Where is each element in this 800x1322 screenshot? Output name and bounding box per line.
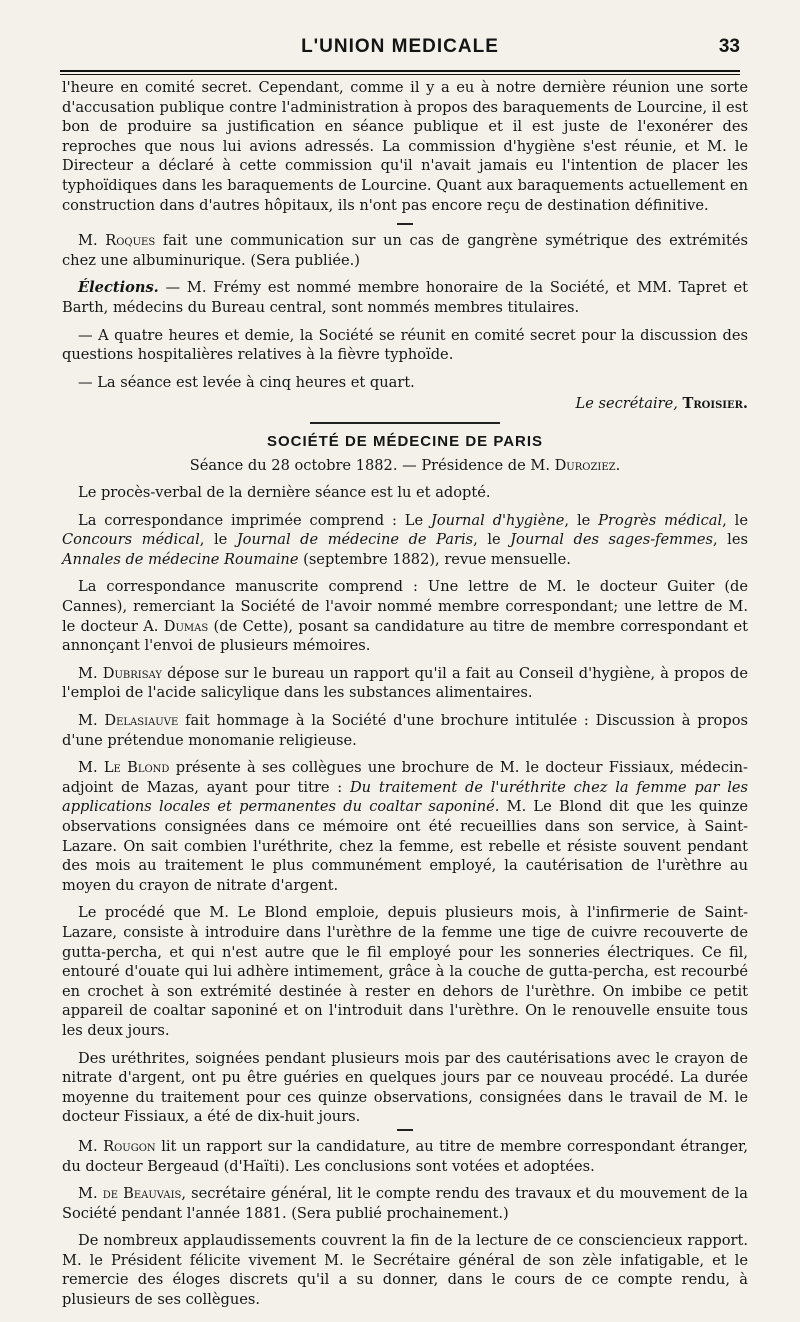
journal-name: Annales de médecine Roumaine — [62, 550, 299, 568]
page-number: 33 — [718, 36, 740, 57]
speaker-name: M. Delasiauve — [78, 712, 179, 730]
article-body — [62, 78, 748, 1318]
de-beauvais-paragraph — [62, 1184, 748, 1223]
speaker-name: M. Le Blond — [78, 759, 170, 777]
session-line — [62, 456, 748, 476]
applaudissements-paragraph: De nombreux applaudissements couvrent la fin de la lecture de ce consciencieux rapport. M. le Président félicite vivement M. le Secrétaire général de son zèle infatigable, et le remercie des éloges discrets qu'il a su donner, dans le cours de ce compte rendu, à plusieurs de ses collègues. — [62, 1232, 748, 1309]
le-blond-paragraph — [62, 758, 748, 895]
section-separator — [310, 422, 500, 424]
paragraph-text: , secrétaire général, lit le compte rendu des travaux et du mouvement de la Société pendant l'année 1881. (Sera publié prochainement.) — [62, 1185, 748, 1222]
signature-name: Troisier. — [682, 395, 748, 413]
speaker-name: M. de Beauvais — [78, 1185, 182, 1203]
journal-name: Journal de médecine de Paris — [236, 531, 474, 549]
paragraph-text: , le — [473, 531, 511, 549]
signature-role: Le secrétaire, — [575, 395, 678, 413]
paragraph-text: , le — [564, 511, 599, 529]
paragraph-text: présente à ses collègues une brochure de M. le docteur Fissiaux, médecin-adjoint de Mazas, ayant pour titre : — [62, 759, 748, 796]
correspondance-imprimee-paragraph — [62, 511, 748, 570]
roques-paragraph — [62, 231, 748, 270]
dubrisay-paragraph — [62, 664, 748, 703]
paragraph-text: fait une communication sur un cas de gangrène symétrique des extrémités chez une albuminurique. (Sera publiée.) — [62, 232, 748, 269]
signature — [62, 394, 748, 414]
seance-levee-paragraph: — La séance est levée à cinq heures et quart. — [78, 373, 415, 391]
section-title: SOCIÉTÉ DE MÉDECINE DE PARIS — [266, 432, 544, 450]
paragraph-text: — M. Frémy est nommé membre honoraire de la Société, et MM. Tapret et Barth, médecins du Bureau central, sont nommés membres titulaires. — [62, 279, 748, 316]
person-name: A. Dumas — [143, 617, 209, 635]
paragraph-separator — [397, 223, 413, 225]
journal-name: Journal des sages-femmes — [510, 531, 713, 549]
correspondance-manuscrite-paragraph — [62, 577, 748, 655]
paragraph-text: , le — [722, 511, 748, 529]
proces-verbal-paragraph: Le procès-verbal de la dernière séance est lu et adopté. — [78, 484, 491, 502]
rougon-paragraph — [62, 1137, 748, 1176]
journal-name: Progrès médical — [598, 511, 723, 529]
session-president: M. Duroziez. — [530, 456, 621, 474]
paragraph-text: , les — [712, 531, 748, 549]
paragraph-text: lit un rapport sur la candidature, au titre de membre correspondant étranger, du docteur Bergeaud (d'Haïti). Les conclusions sont votées et adoptées. — [62, 1137, 748, 1175]
comite-secret-paragraph: — A quatre heures et demie, la Société se réunit en comité secret pour la discussion des questions hospitalières relatives à la fièvre typhoïde. — [62, 326, 748, 364]
running-head — [60, 36, 740, 62]
elections-paragraph — [62, 278, 748, 317]
intro-paragraph: l'heure en comité secret. Cependant, comme il y a eu à notre dernière réunion une sorte d'accusation publique contre l'administration à propos des baraquements de Lourcine, il est bon de produire sa justification en séance publique et il est juste de l'exonérer des reproches que nous lui avions adressés. La commission d'hygiène s'est réunie, et M. le Directeur a déclaré à cette commission qu'il n'avait jamais eu l'intention de placer les typhoïdiques dans les baraquements de Lourcine. Quant aux baraquements actuellement en construction dans d'autres hôpitaux, ils n'ont pas encore reçu de destination définitive. — [62, 79, 748, 214]
urethrites-paragraph: Des uréthrites, soignées pendant plusieurs mois par des cautérisations avec le crayon de nitrate d'argent, ont pu être guéries en quelques jours par ce nouveau procédé. La durée moyenne du traitement pour ces quinze observations, consignées dans le travail de M. le docteur Fissiaux, a été de dix-huit jours. — [62, 1049, 748, 1126]
procede-paragraph: Le procédé que M. Le Blond emploie, depuis plusieurs mois, à l'infirmerie de Saint-Lazare, consiste à introduire dans l'urèthre de la femme une tige de cuivre recouverte de gutta-percha, et qui n'est autre que le fil employé pour les sonneries électriques. Ce fil, entouré d'ouate qui lui adhère intimement, grâce à la couche de gutta-percha, est recourbé en crochet à son extrémité destinée à rester en dehors de l'urèthre. On imbibe ce petit appareil de coaltar saponiné et on l'introduit dans l'urèthre. On le renouvelle ensuite tous les deux jours. — [62, 904, 748, 1039]
paragraph-text: La correspondance manuscrite comprend : Une lettre de M. le docteur Guiter (de Cannes), remerciant la Société de l'avoir nommé membre correspondant; une lettre de M. le docteur — [62, 578, 748, 635]
paragraph-text: dépose sur le bureau un rapport qu'il a fait au Conseil d'hygiène, à propos de l'emploi de l'acide salicylique dans les substances alimentaires. — [62, 664, 748, 702]
elections-label: Élections. — [78, 279, 159, 297]
journal-title: L'UNION MEDICALE — [301, 36, 499, 57]
speaker-name: M. Roques — [78, 232, 156, 250]
speaker-name: M. Dubrisay — [78, 664, 162, 682]
session-date: Séance du 28 octobre 1882. — Présidence de — [189, 456, 531, 474]
paragraph-text: (de Cette), posant sa candidature au titre de membre correspondant et annonçant l'envoi de plusieurs mémoires. — [62, 617, 748, 655]
brochure-title: Du traitement de l'uréthrite chez la femme par les applications locales et permanentes du coaltar saponiné. — [62, 778, 748, 816]
paragraph-text: (septembre 1882), revue mensuelle. — [298, 550, 571, 568]
header-rule — [60, 70, 740, 72]
paragraph-text: fait hommage à la Société d'une brochure intitulée : Discussion à propos d'une prétendue monomanie religieuse. — [62, 712, 748, 749]
paragraph-text: M. Le Blond dit que les quinze observations consignées dans ce mémoire ont été recueillies dans son service, à Saint-Lazare. On sait combien l'uréthrite, chez la femme, est rebelle et résiste souvent pendant des mois au traitement le plus communément employé, la cautérisation de l'urèthre au moyen du crayon de nitrate d'argent. — [62, 798, 749, 894]
header-rule-thin — [60, 74, 740, 75]
paragraph-separator — [397, 1129, 413, 1131]
paragraph-text: La correspondance imprimée comprend : Le — [78, 511, 432, 529]
paragraph-text: , le — [199, 531, 237, 549]
speaker-name: M. Rougon — [78, 1137, 156, 1155]
journal-name: Journal d'hygiène — [431, 511, 565, 529]
journal-name: Concours médical — [62, 531, 200, 549]
delasiauve-paragraph — [62, 711, 748, 750]
